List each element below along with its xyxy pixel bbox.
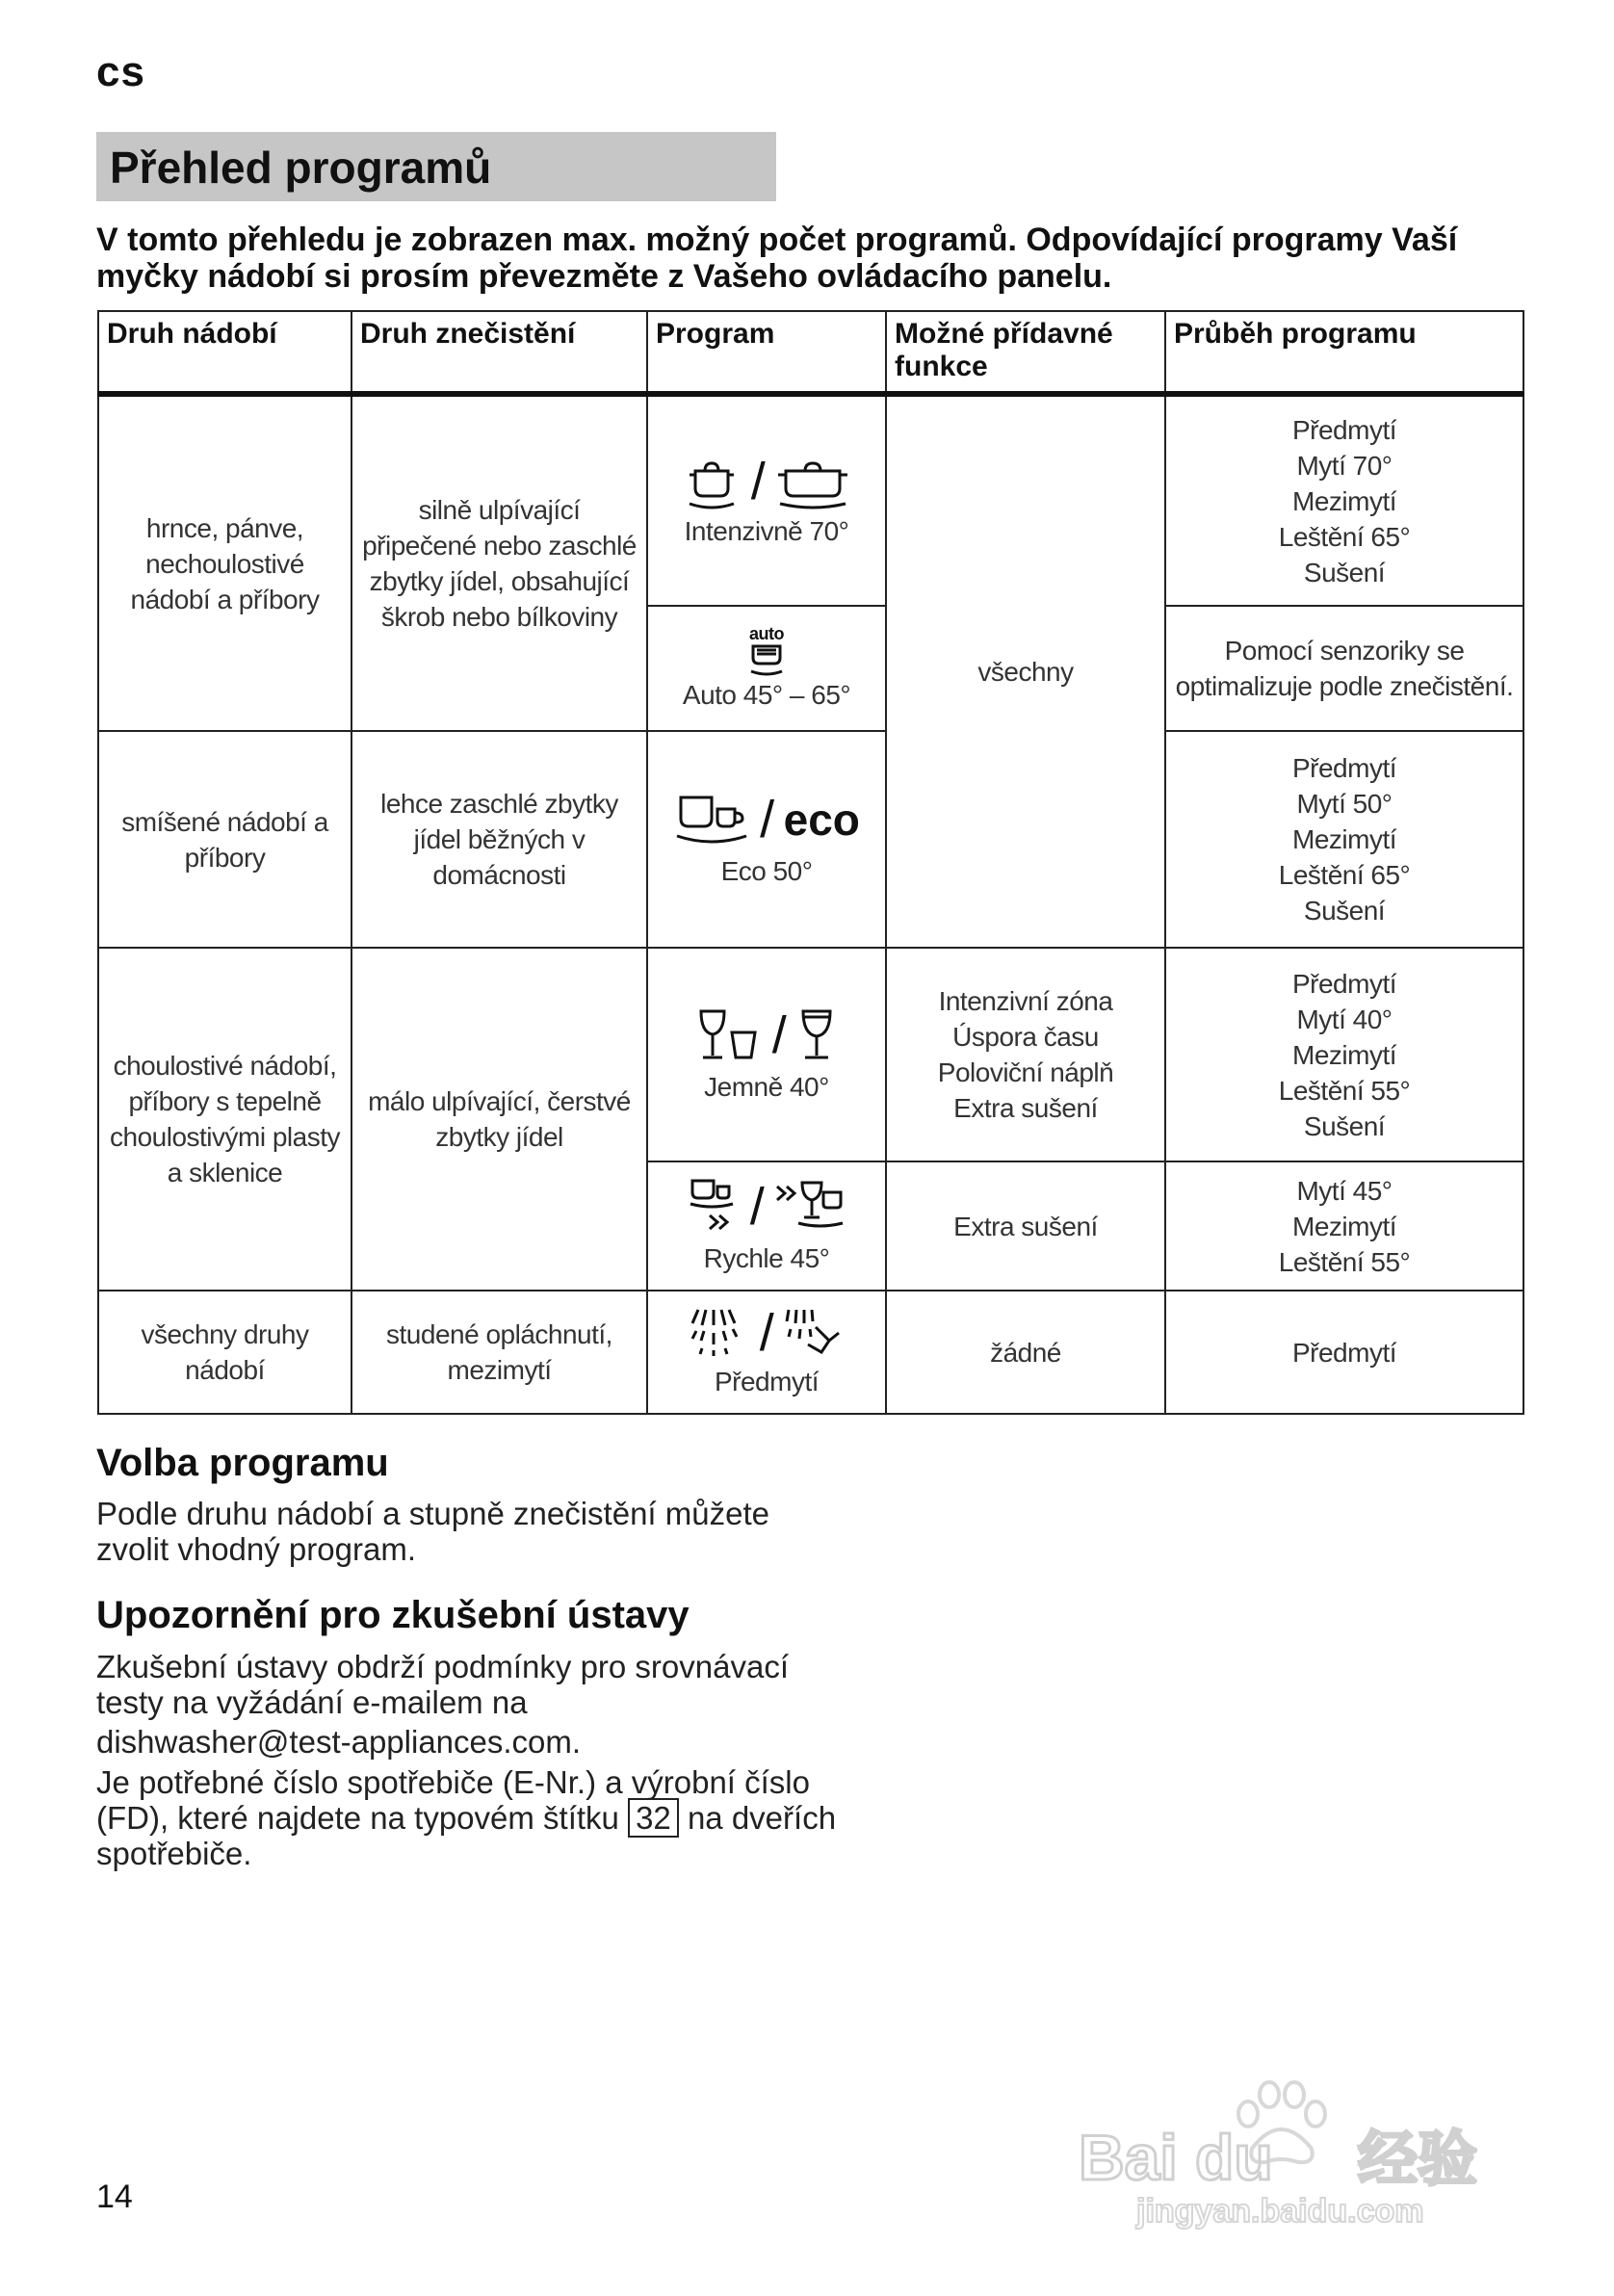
program-name: Rychle 45° [703, 1242, 830, 1273]
pot-large-icon [774, 454, 851, 509]
auto-label: auto [749, 623, 784, 643]
program-cell-intensive: / Intenzivně 70° [647, 394, 886, 606]
watermark-url: jingyan.baidu.com [1136, 2193, 1424, 2230]
course-step: Předmytí [1291, 414, 1397, 445]
test-institutes-text-1: Zkušební ústavy obdrží podmínky pro srovnávací testy na vyžádání e-mailem na [96, 1649, 790, 1720]
eco-label: eco [783, 794, 860, 845]
table-row [98, 394, 1523, 606]
header-dish-type: Druh nádobí [98, 311, 351, 394]
course-cell [1165, 948, 1523, 1161]
course-step: Předmytí [1291, 968, 1397, 999]
function-item: Poloviční náplň [937, 1057, 1114, 1087]
watermark-cn: 经验 [1358, 2124, 1478, 2194]
course-step: Mytí 50° [1296, 789, 1393, 819]
eco-dishes-icon [673, 790, 750, 849]
glass-cup-icon [695, 1005, 763, 1065]
quick-dishes-icon [687, 1177, 741, 1237]
dish-cell: všechny druhy nádobí [98, 1291, 351, 1414]
course-step: Mytí 40° [1296, 1004, 1393, 1034]
course-cell: Pomocí senzoriky se optimalizuje podle znečistění. [1165, 606, 1523, 731]
dish-cell: choulostivé nádobí, příbory s tepelně choulostivými plasty a sklenice [98, 948, 351, 1291]
header-program: Program [647, 311, 886, 394]
program-name: Eco 50° [720, 856, 813, 886]
program-name: Auto 45° – 65° [682, 679, 851, 710]
pot-icon [682, 454, 742, 509]
auto-dishes-icon [747, 642, 786, 677]
functions-cell: Extra sušení [886, 1161, 1165, 1291]
dish-cell: hrnce, pánve, nechoulostivé nádobí a příbory [98, 394, 351, 731]
baidu-watermark [1021, 2056, 1560, 2230]
course-step: Mezimytí [1292, 485, 1396, 516]
function-item: Intenzivní zóna [938, 986, 1113, 1016]
intro-text: V tomto přehledu je zobrazen max. možný počet programů. Odpovídající programy Vaší myčky nádobí si prosím převezměte z Vašeho ovládacího panelu. [96, 222, 1458, 295]
soil-cell: málo ulpívající, čerstvé zbytky jídel [351, 948, 647, 1291]
rating-plate-number-box: 32 [628, 1798, 679, 1838]
spray-hand-icon [783, 1306, 845, 1360]
course-step: Leštění 55° [1278, 1075, 1411, 1106]
table-row [98, 1291, 1523, 1414]
program-name: Jemně 40° [704, 1071, 829, 1102]
program-selection-text: Podle druhu nádobí a stupně znečistění můžete zvolit vhodný program. [96, 1496, 769, 1567]
header-functions: Možné přídavné funkce [886, 311, 1165, 394]
course-step: Sušení [1303, 896, 1386, 926]
course-step: Mytí 45° [1296, 1175, 1393, 1206]
course-cell [1165, 394, 1523, 606]
watermark-brand: Bai du [1079, 2122, 1273, 2193]
course-step: Mytí 70° [1296, 450, 1393, 481]
language-code: cs [96, 48, 145, 95]
course-cell [1165, 731, 1523, 948]
function-item: Extra sušení [953, 1093, 1098, 1123]
functions-cell: žádné [886, 1291, 1165, 1414]
device-number-text: Je potřebné číslo spotřebiče (E-Nr.) a výrobní číslo (FD), které najdete na typovém štítku [96, 1764, 810, 1836]
course-step: Sušení [1303, 557, 1386, 587]
program-cell-auto [647, 606, 886, 731]
soil-cell: lehce zaschlé zbytky jídel běžných v domácnosti [351, 731, 647, 948]
program-cell-gentle: / Jemně 40° [647, 948, 886, 1161]
header-course: Průběh programu [1165, 311, 1523, 394]
email-address: dishwasher@test-appliances.com. [96, 1724, 582, 1760]
course-step: Předmytí [1291, 753, 1397, 783]
soil-cell: studené opláchnutí, mezimytí [351, 1291, 647, 1414]
course-step: Leštění 65° [1278, 521, 1411, 552]
table-row [98, 731, 1523, 948]
title-bar [96, 132, 776, 201]
course-step: Mezimytí [1292, 1039, 1396, 1070]
course-cell: Předmytí [1165, 1291, 1523, 1414]
course-step: Mezimytí [1292, 1211, 1396, 1241]
table-row [98, 948, 1523, 1161]
spray-icon [689, 1306, 750, 1360]
header-soil-type: Druh znečistění [351, 311, 647, 394]
quick-glass-icon [773, 1177, 846, 1237]
wine-glass-icon [795, 1005, 838, 1065]
table-header-row [98, 311, 1523, 394]
course-step: Sušení [1303, 1110, 1386, 1141]
program-table [97, 310, 1524, 1415]
page-title: Přehled programů [110, 143, 492, 193]
program-name: Předmytí [714, 1366, 820, 1396]
dish-cell: smíšené nádobí a příbory [98, 731, 351, 948]
functions-cell [886, 948, 1165, 1161]
program-cell-eco: / eco Eco 50° [647, 731, 886, 948]
page-number: 14 [96, 2179, 133, 2215]
functions-cell-all: všechny [886, 394, 1165, 948]
device-door-text: na dveřích spotřebiče. [96, 1800, 837, 1871]
test-institutes-text-2 [96, 1764, 867, 1871]
soil-cell: silně ulpívající připečené nebo zaschlé zbytky jídel, obsahující škrob nebo bílkoviny [351, 394, 647, 731]
course-step: Leštění 65° [1278, 860, 1411, 890]
test-institutes-text [96, 1649, 790, 1764]
program-name: Intenzivně 70° [684, 515, 849, 546]
section-title-program-selection: Volba programu [96, 1442, 389, 1484]
program-cell-quick: / Rychle 45° [647, 1161, 886, 1291]
program-cell-prewash: / Předmytí [647, 1291, 886, 1414]
course-step: Leštění 55° [1278, 1246, 1411, 1277]
section-title-test-institutes: Upozornění pro zkušební ústavy [96, 1594, 690, 1636]
function-item: Úspora času [952, 1022, 1099, 1052]
course-step: Mezimytí [1292, 824, 1396, 854]
course-cell [1165, 1161, 1523, 1291]
